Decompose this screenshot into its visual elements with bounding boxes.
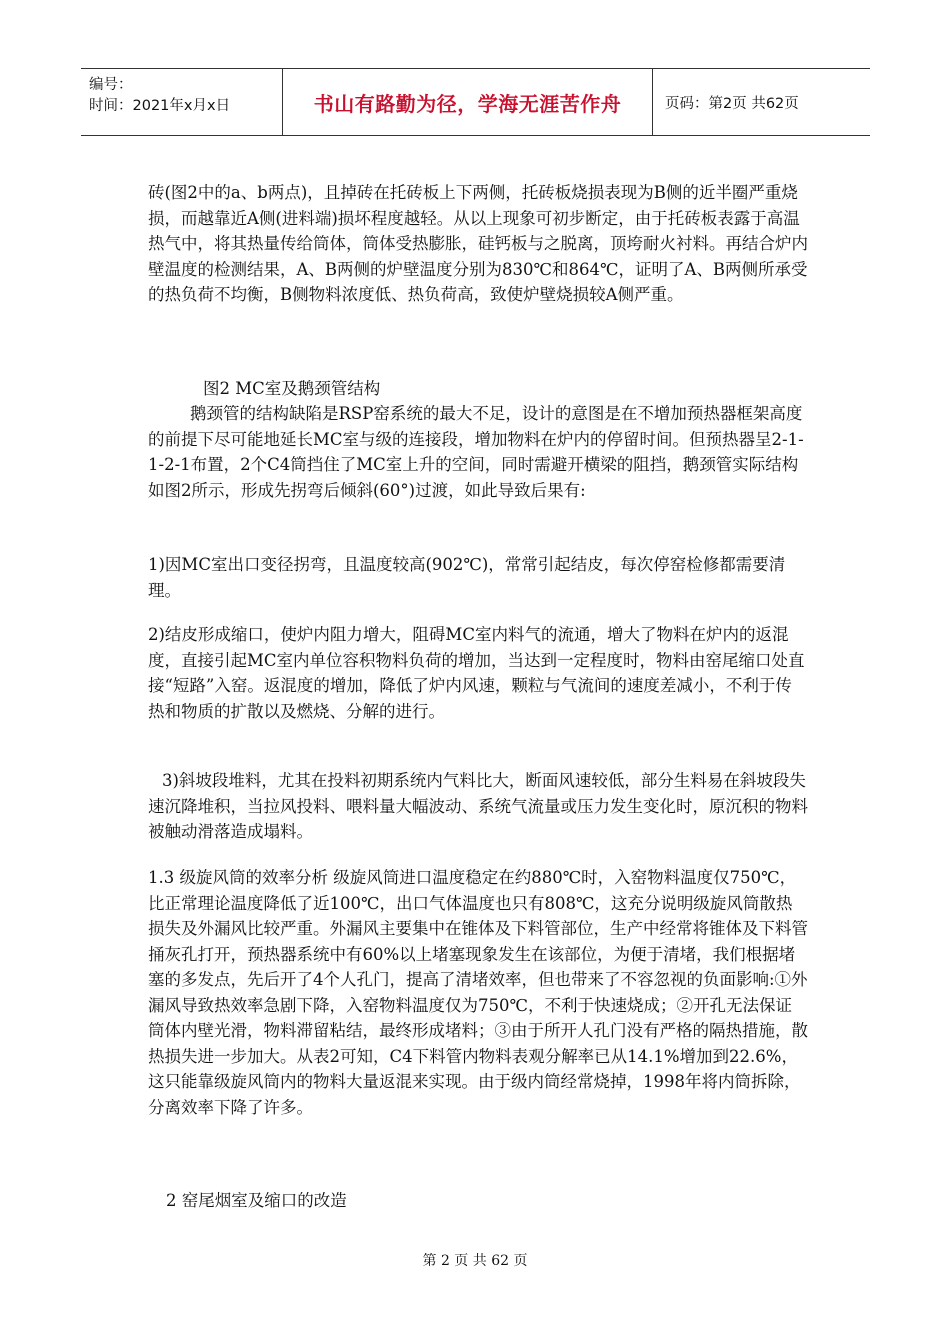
paragraph-2-block — [148, 401, 808, 503]
paragraph-1-block — [148, 180, 808, 308]
section-2-heading: 2 窑尾烟室及缩口的改造 — [166, 1191, 347, 1210]
header-meta — [81, 69, 283, 135]
list-item-2-block — [148, 622, 808, 724]
paragraph-1: 砖(图2中的a、b两点)，且掉砖在托砖板上下两侧，托砖板烧损表现为B侧的近半圈严重烧损，而越靠近A侧(进料端)损坏程度越轻。从以上现象可初步断定，由于托砖板表露于高温热气中，将其热量传给筒体，筒体受热膨胀，硅钙板与之脱离，顶垮耐火衬料。再结合炉内壁温度的检测结果，A、B两侧的炉壁温度分别为830℃和864℃，证明了A、B两侧所承受的热负荷不均衡，B侧物料浓度低、热负荷高，致使炉壁烧损较A侧严重。 — [148, 183, 808, 304]
list-item-2: 2)结皮形成缩口，使炉内阻力增大，阻碍MC室内料气的流通，增大了物料在炉内的返混度，直接引起MC室内单位容积物料负荷的增加，当达到一定程度时，物料由窑尾缩口处直接“短路”入窑。返混度的增加，降低了炉内风速，颗粒与气流间的速度差减小，不利于传热和物质的扩散以及燃烧、分解的进行。 — [148, 625, 805, 721]
header-motto: 书山有路勤为径，学海无涯苦作舟 — [283, 69, 653, 135]
section-2-block — [148, 1188, 808, 1214]
document-number-label: 编号： — [89, 77, 133, 93]
list-item-1: 1)因MC室出口变径拐弯，且温度较高(902℃)，常常引起结皮，每次停窑检修都需要清理。 — [148, 555, 786, 600]
document-time: 时间：2021年x月x日 — [89, 98, 231, 114]
page-footer: 第 2 页 共 62 页 — [422, 1253, 528, 1269]
figure-caption-block — [148, 376, 808, 402]
list-item-3-block — [148, 768, 808, 845]
list-item-3: 3)斜坡段堆料，尤其在投料初期系统内气料比大，断面风速较低，部分生料易在斜坡段失速沉降堆积，当拉风投料、喂料量大幅波动、系统气流量或压力发生变化时，原沉积的物料被触动滑落造成塌料。 — [148, 771, 808, 841]
header-page-info: 页码：第2页 共62页 — [665, 95, 799, 112]
figure-caption: 图2 MC室及鹅颈管结构 — [203, 379, 381, 398]
paragraph-2: 鹅颈管的结构缺陷是RSP窑系统的最大不足，设计的意图是在不增加预热器框架高度的前提下尽可能地延长MC室与级的连接段，增加物料在炉内的停留时间。但预热器呈2-1-1-2-1布置，2个C4筒挡住了MC室上升的空间，同时需避开横梁的阻挡，鹅颈管实际结构如图2所示，形成先拐弯后倾斜(60°)过渡，如此导致后果有: — [148, 404, 804, 500]
section-1-3: 1.3 级旋风筒的效率分析 级旋风筒进口温度稳定在约880℃时，入窑物料温度仅750℃，比正常理论温度降低了近100℃，出口气体温度也只有808℃，这充分说明级旋风筒散热损失及外漏风比较严重。外漏风主要集中在锥体及下料管部位，生产中经常将锥体及下料管捅灰孔打开，预热器系统中有60%以上堵塞现象发生在该部位，为便于清堵，我们根据堵塞的多发点，先后开了4个人孔门，提高了清堵效率，但也带来了不容忽视的负面影响:①外漏风导致热效率急剧下降，入窑物料温度仅为750℃，不利于快速烧成；②开孔无法保证筒体内壁光滑，物料滞留粘结，最终形成堵料；③由于所开人孔门没有严格的隔热措施，散热损失进一步加大。从表2可知，C4下料管内物料表观分解率已从14.1%增加到22.6%，这只能靠级旋风筒内的物料大量返混来实现。由于级内筒经常烧掉，1998年将内筒拆除，分离效率下降了许多。 — [148, 868, 808, 1117]
list-item-1-block — [148, 552, 808, 603]
section-1-3-block — [148, 865, 808, 1120]
page-header — [81, 68, 870, 136]
